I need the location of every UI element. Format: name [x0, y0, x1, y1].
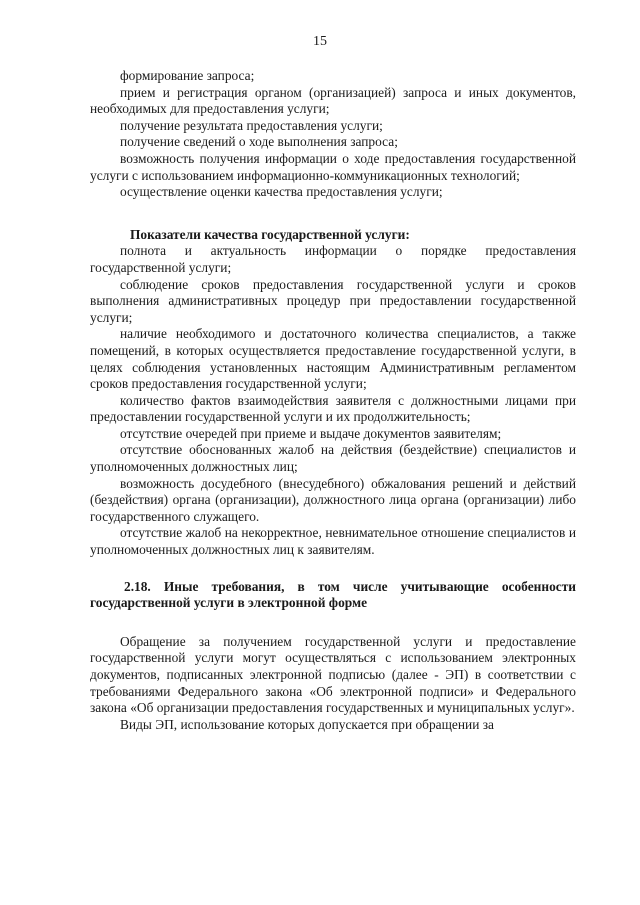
paragraph: Виды ЭП, использование которых допускается при обращении за: [120, 716, 494, 732]
list-item: прием и регистрация органом (организацией) запроса и иных документов, необходимых для предоставления услуги;: [90, 84, 576, 117]
quality-indicators-heading: Показатели качества государственной услуги:: [130, 226, 410, 242]
list-item: формирование запроса;: [120, 68, 255, 83]
list-item: отсутствие жалоб на некорректное, невнимательное отношение специалистов и уполномоченных должностных лиц к заявителям.: [90, 525, 576, 558]
list-item: наличие необходимого и достаточного количества специалистов, а также помещений, в которых осуществляется предоставление государственной услуги, в целях соблюдения установленных настоящим Административным регламентом сроков предоставления государственной услуги;: [90, 326, 576, 392]
list-item: количество фактов взаимодействия заявителя с должностными лицами при предоставлении государственной услуги и их продолжительность;: [90, 392, 576, 425]
list-item: соблюдение сроков предоставления государственной услуги и сроков выполнения административных процедур при предоставлении государственной услуги;: [90, 276, 576, 325]
paragraph: Обращение за получением государственной услуги и предоставление государственной услуги могут осуществляться с использованием электронных документов, подписанных электронной подписью (далее - ЭП) в соответствии с требованиями Федерального закона «Об электронной подписи» и Федерального закона «Об организации предоставления государственных и муниципальных услуг».: [90, 633, 576, 716]
list-item: отсутствие обоснованных жалоб на действия (бездействие) специалистов и уполномоченных должностных лиц;: [90, 442, 576, 475]
document-body: [90, 68, 576, 733]
list-item: возможность досудебного (внесудебного) обжалования решений и действий (бездействия) органа (организации), должностного лица органа (организации) либо государственного служащего.: [90, 475, 576, 524]
list-item: полнота и актуальность информации о порядке предоставления государственной услуги;: [90, 243, 576, 275]
list-item: отсутствие очередей при приеме и выдаче документов заявителям;: [120, 425, 502, 441]
list-item: возможность получения информации о ходе предоставления государственной услуги с использованием информационно-коммуникационных технологий;: [90, 150, 576, 183]
list-item: получение сведений о ходе выполнения запроса;: [120, 134, 398, 150]
list-item: осуществление оценки качества предоставления услуги;: [120, 184, 443, 200]
page-number: 15: [313, 34, 327, 49]
list-item: получение результата предоставления услуги;: [120, 117, 383, 133]
section-2-18-heading: 2.18. Иные требования, в том числе учитывающие особенности государственной услуги в электронной форме: [90, 578, 576, 611]
